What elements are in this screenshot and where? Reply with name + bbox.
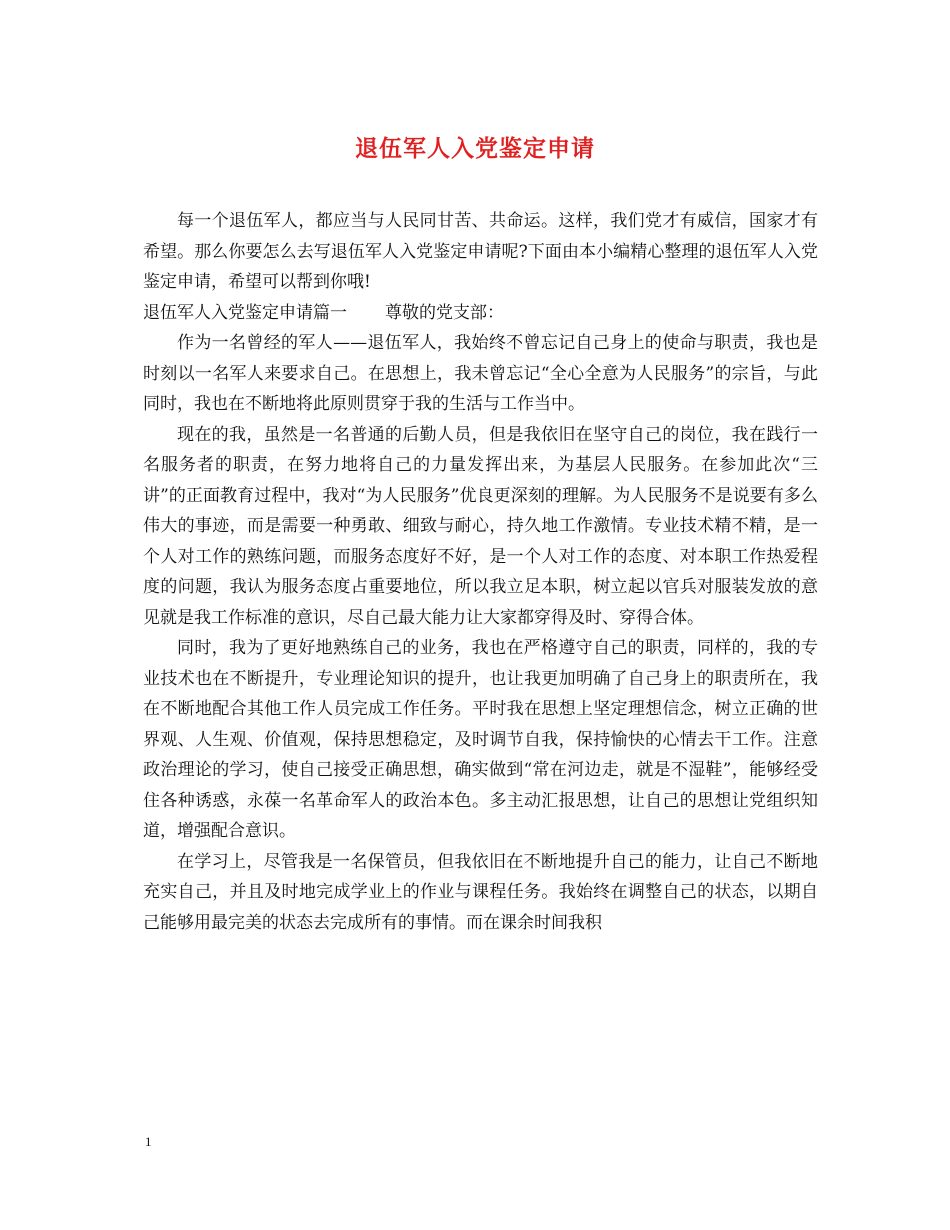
body-paragraph: 现在的我，虽然是一名普通的后勤人员，但是我依旧在坚守自己的岗位，我在践行一名服务者的职责，在努力地将自己的力量发挥出来，为基层人民服务。在参加此次“三讲”的正面教育过程中，我对“为人民服务”优良更深刻的理解。为人民服务不是说要有多么伟大的事迹，而是需要一种勇敢、细致与耐心，持久地工作激情。专业技术精不精，是一个人对工作的熟练问题，而服务态度好不好，是一个人对工作的态度、对本职工作热爱程度的问题，我认为服务态度占重要地位，所以我立足本职，树立起以官兵对服装发放的意见就是我工作标准的意识，尽自己最大能力让大家都穿得及时、穿得合体。 — [143, 424, 818, 628]
body-paragraph: 作为一名曾经的军人——退伍军人，我始终不曾忘记自己身上的使命与职责，我也是时刻以一名军人来要求自己。在思想上，我未曾忘记“全心全意为人民服务”的宗旨，与此同时，我也在不断地将此原则贯穿于我的生活与工作当中。 — [143, 333, 818, 414]
salutation: 尊敬的党支部： — [385, 302, 504, 323]
document-body — [143, 206, 818, 938]
body-paragraph: 同时，我为了更好地熟练自己的业务，我也在严格遵守自己的职责，同样的，我的专业技术也在不断提升，专业理论知识的提升，也让我更加明确了自己身上的职责所在，我在不断地配合其他工作人员完成工作任务。平时我在思想上坚定理想信念，树立正确的世界观、人生观、价值观，保持思想稳定，及时调节自我，保持愉快的心情去干工作。注意政治理论的学习，使自己接受正确思想，确实做到“常在河边走，就是不湿鞋”，能够经受住各种诱惑，永葆一名革命军人的政治本色。多主动汇报思想，让自己的思想让党组织知道，增强配合意识。 — [143, 638, 818, 841]
section-heading-line — [143, 298, 818, 329]
page-number: 1 — [145, 1134, 152, 1149]
document-title: 退伍军人入党鉴定申请 — [355, 135, 595, 162]
intro-paragraph: 每一个退伍军人，都应当与人民同甘苦、共命运。这样，我们党才有威信，国家才有希望。那么你要怎么去写退伍军人入党鉴定申请呢?下面由本小编精心整理的退伍军人入党鉴定申请，希望可以帮到你哦! — [143, 211, 818, 292]
body-paragraph: 在学习上，尽管我是一名保管员，但我依旧在不断地提升自己的能力，让自己不断地充实自己，并且及时地完成学业上的作业与课程任务。我始终在调整自己的状态，以期自己能够用最完美的状态去完成所有的事情。而在课余时间我积 — [143, 851, 818, 933]
section-heading: 退伍军人入党鉴定申请篇一 — [143, 302, 347, 323]
